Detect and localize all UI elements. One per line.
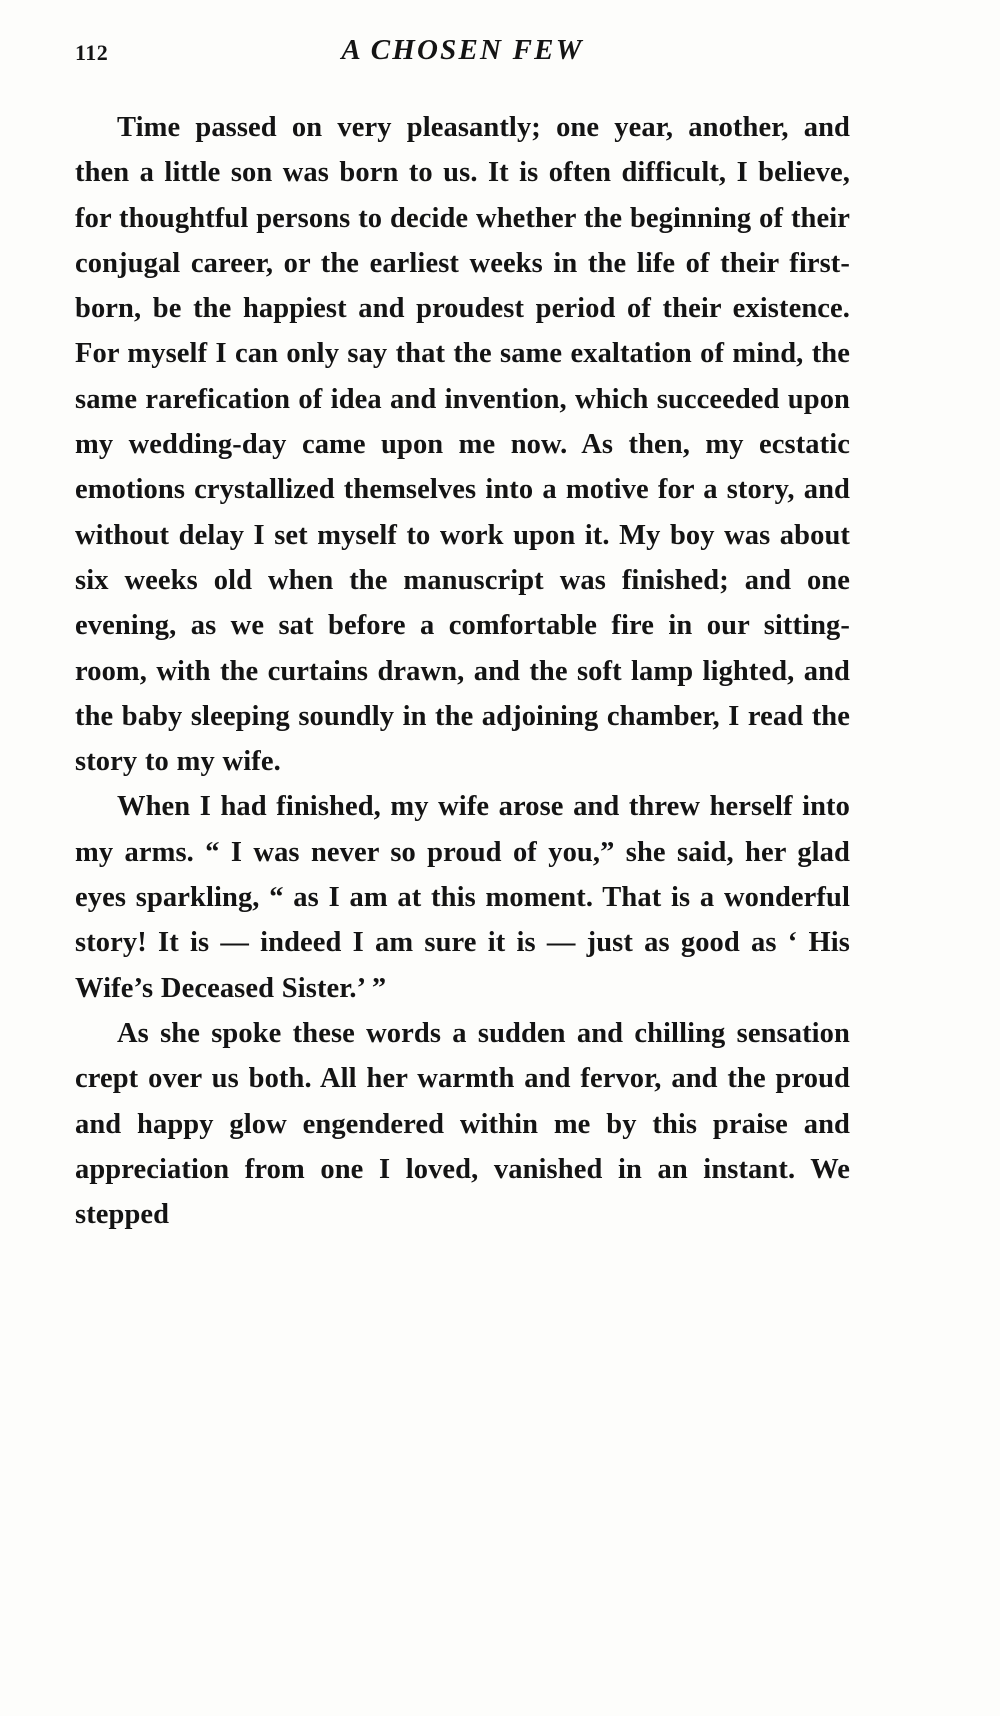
paragraph: Time passed on very pleasantly; one year, another, and then a little son was born to us. It is often difficult, I believe, for thoughtful persons to decide whether the beginning of their conjugal career, or the earliest weeks in the life of their first-born, be the happiest and proudest period of their existence. For myself I can only say that the same exaltation of mind, the same rarefication of idea and invention, which succeeded upon my wedding-day came upon me now. As then, my ecstatic emotions crystallized themselves into a motive for a story, and without delay I set myself to work upon it. My boy was about six weeks old when the manuscript was finished; and one evening, as we sat before a comfortable fire in our sitting-room, with the curtains drawn, and the soft lamp lighted, and the baby sleeping soundly in the adjoining chamber, I read the story to my wife. (75, 112, 850, 778)
running-title: A CHOSEN FEW (341, 34, 584, 66)
paragraph: As she spoke these words a sudden and chilling sensation crept over us both. All her warmth and fervor, and the proud and happy glow engendered within me by this praise and appreciation from one I loved, vanished in an instant. We stepped (75, 1017, 850, 1231)
page-header (75, 34, 850, 74)
page-body (75, 105, 850, 1237)
paragraph: When I had finished, my wife arose and threw herself into my arms. “ I was never so proud of you,” she said, her glad eyes sparkling, “ as I am at this moment. That is a wonderful story! It is — indeed I am sure it is — just as good as ‘ His Wife’s Deceased Sister.’ ” (75, 791, 850, 1004)
page-number: 112 (75, 40, 109, 65)
